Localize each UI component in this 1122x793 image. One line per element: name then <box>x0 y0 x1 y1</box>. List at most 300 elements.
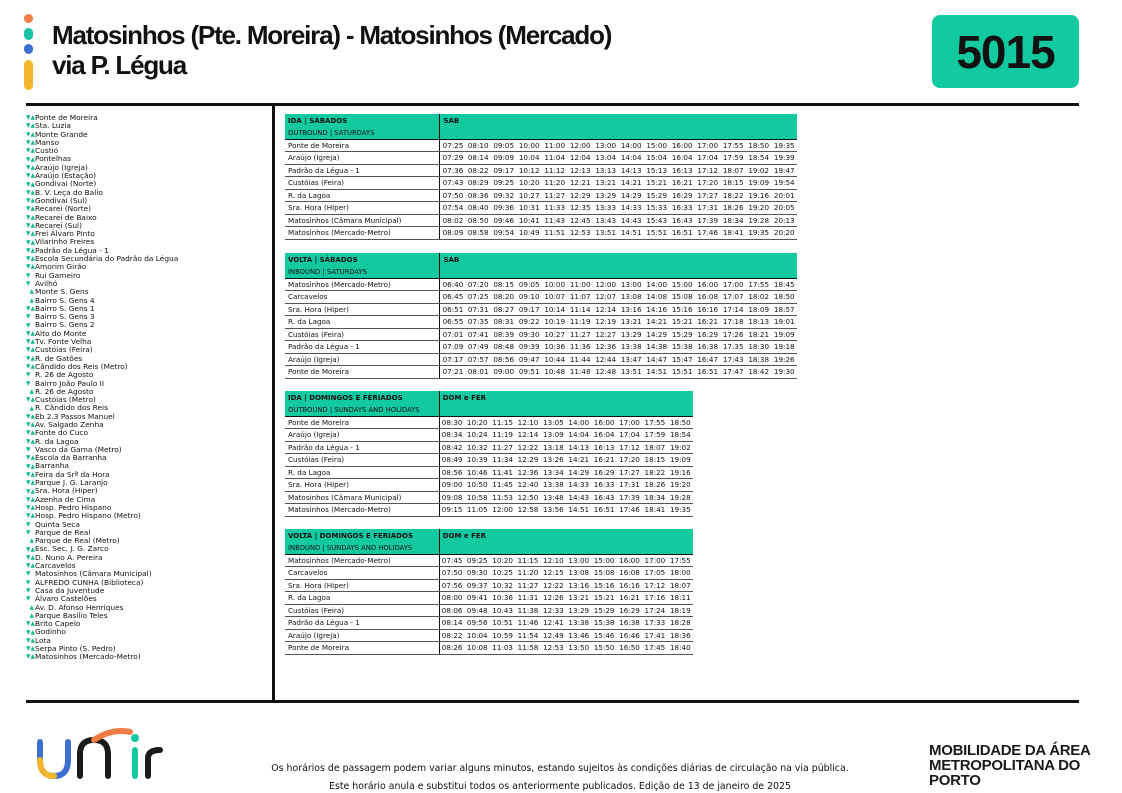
departure-time: 08:15 <box>491 278 517 291</box>
departure-time: 11:15 <box>490 416 515 429</box>
table-row <box>285 303 797 316</box>
departure-time: 10:46 <box>465 466 490 479</box>
departure-time: 14:21 <box>618 177 644 190</box>
departure-time: 19:18 <box>771 341 797 354</box>
departure-time: 18:38 <box>746 353 772 366</box>
row-stop-name: Sra. Hora (Hiper) <box>285 479 439 492</box>
departure-time: 18:45 <box>771 278 797 291</box>
stop-name: Hosp. Pedro Hispano (Metro) <box>35 511 141 521</box>
stop-name: Custóias (Metro) <box>35 395 96 405</box>
direction-arrows-icon: ▲ <box>29 612 34 619</box>
day-type-label: SAB <box>440 253 797 266</box>
stop-name: Parque Basílio Teles <box>35 610 108 620</box>
departure-time: 14:47 <box>644 353 670 366</box>
departure-time: 10:44 <box>542 353 568 366</box>
departure-time: 18:09 <box>746 303 772 316</box>
departure-time: 08:30 <box>439 416 464 429</box>
departure-time: 09:17 <box>516 303 542 316</box>
row-stop-name: Custóias (Feira) <box>285 604 439 617</box>
row-stop-name: Carcavelos <box>285 291 440 304</box>
row-stop-name: Custóias (Feira) <box>285 328 440 341</box>
departure-time: 13:38 <box>566 617 591 630</box>
timetable-subheader <box>285 404 693 416</box>
table-row <box>285 567 693 580</box>
departure-time: 08:50 <box>465 214 491 227</box>
departure-time: 07:49 <box>465 341 491 354</box>
departure-time: 15:38 <box>591 617 616 630</box>
departure-time: 07:41 <box>465 328 491 341</box>
row-stop-name: Custóias (Feira) <box>285 454 439 467</box>
departure-time: 13:47 <box>618 353 644 366</box>
stop-name: Hosp. Pedro Hispano <box>35 502 112 512</box>
amp-logo-line1: MOBILIDADE DA ÁREA <box>929 742 1091 759</box>
departure-time: 15:46 <box>591 629 616 642</box>
departure-time: 10:39 <box>465 454 490 467</box>
table-row <box>285 429 693 442</box>
departure-time: 12:49 <box>541 629 566 642</box>
departure-time: 16:29 <box>591 466 616 479</box>
timetable-title: IDA | DOMINGOS E FERIADOS <box>285 391 439 404</box>
table-row <box>285 454 693 467</box>
departure-time: 14:38 <box>644 341 670 354</box>
table-row <box>285 491 693 504</box>
departure-time: 16:16 <box>617 579 642 592</box>
departure-time: 16:29 <box>695 328 721 341</box>
direction-arrows-icon: ▲ <box>29 405 34 412</box>
departure-time: 17:45 <box>642 642 667 655</box>
departure-time: 16:33 <box>669 202 695 215</box>
departure-time: 16:46 <box>617 629 642 642</box>
departure-time: 17:47 <box>720 366 746 379</box>
departure-time: 17:26 <box>720 328 746 341</box>
table-row <box>285 554 693 567</box>
departure-time: 18:15 <box>642 454 667 467</box>
departure-time: 15:04 <box>644 152 670 165</box>
table-row <box>285 642 693 655</box>
direction-arrows-icon: ▼▲ <box>26 422 35 429</box>
departure-time: 14:04 <box>618 152 644 165</box>
table-row <box>285 152 797 165</box>
departure-time: 19:35 <box>746 227 772 240</box>
departure-time: 10:32 <box>465 441 490 454</box>
departure-time: 09:56 <box>465 617 490 630</box>
stop-name: Recarei de Baixo <box>35 212 97 222</box>
table-row <box>285 504 693 517</box>
stop-name: Cândido dos Reis (Metro) <box>35 361 128 371</box>
departure-time: 17:55 <box>668 554 693 567</box>
departure-time: 15:21 <box>644 177 670 190</box>
stop-name: Matosinhos (Câmara Municipal) <box>35 569 152 579</box>
timetable-subheader <box>285 266 797 278</box>
departure-time: 10:12 <box>516 164 542 177</box>
departure-time: 17:55 <box>746 278 772 291</box>
direction-arrows-icon: ▼▲ <box>26 430 35 437</box>
direction-arrows-icon: ▲ <box>29 289 34 296</box>
table-row <box>285 441 693 454</box>
departure-time: 18:50 <box>771 291 797 304</box>
departure-time: 18:15 <box>720 177 746 190</box>
departure-time: 18:41 <box>642 504 667 517</box>
row-stop-name: Padrão da Légua - 1 <box>285 164 440 177</box>
departure-time: 19:16 <box>668 466 693 479</box>
departure-time: 09:09 <box>491 152 517 165</box>
departure-time: 16:51 <box>695 366 721 379</box>
departure-time: 11:31 <box>515 592 540 605</box>
departure-time: 13:00 <box>618 278 644 291</box>
departure-time: 16:16 <box>695 303 721 316</box>
stop-name: Parque J. G. Laranjo <box>35 478 108 488</box>
departure-time: 14:04 <box>566 429 591 442</box>
departure-time: 11:58 <box>515 642 540 655</box>
departure-time: 16:43 <box>591 491 616 504</box>
stop-name: Matosinhos (Mercado-Metro) <box>35 652 141 662</box>
departure-time: 18:34 <box>642 491 667 504</box>
departure-time: 12:15 <box>541 567 566 580</box>
departure-time: 08:10 <box>465 139 491 152</box>
departure-time: 12:04 <box>567 152 593 165</box>
departure-time: 13:26 <box>541 454 566 467</box>
timetable-title: VOLTA | DOMINGOS E FERIADOS <box>285 529 439 542</box>
departure-time: 10:20 <box>465 416 490 429</box>
direction-arrows-icon: ▼ <box>26 579 31 586</box>
departure-time: 12:29 <box>567 189 593 202</box>
direction-arrows-icon: ▼ <box>26 272 31 279</box>
stop-name: Bairro S. Gens 3 <box>35 312 95 322</box>
row-stop-name: Ponte de Moreira <box>285 139 440 152</box>
direction-arrows-icon: ▼▲ <box>26 115 35 122</box>
direction-arrows-icon: ▼▲ <box>26 554 35 561</box>
departure-time: 10:25 <box>490 567 515 580</box>
departure-time: 13:21 <box>566 592 591 605</box>
departure-time: 20:13 <box>771 214 797 227</box>
departure-time: 12:27 <box>593 328 619 341</box>
departure-time: 11:33 <box>542 202 568 215</box>
stop-name: Av. Salgado Zenha <box>35 419 104 429</box>
timetable-subtitle: OUTBOUND | SATURDAYS <box>285 127 440 139</box>
direction-arrows-icon: ▼▲ <box>26 264 35 271</box>
departure-time: 18:26 <box>720 202 746 215</box>
departure-time: 13:33 <box>593 202 619 215</box>
departure-time: 16:04 <box>669 152 695 165</box>
departure-time: 12:41 <box>541 617 566 630</box>
stop-name: Vilarinho Freires <box>35 237 95 247</box>
direction-arrows-icon: ▼▲ <box>26 546 35 553</box>
table-row <box>285 466 693 479</box>
unir-logo <box>36 726 168 782</box>
day-type-label: DOM e FER <box>439 529 693 542</box>
departure-time: 18:07 <box>720 164 746 177</box>
departure-time: 18:13 <box>746 316 772 329</box>
departure-time: 09:39 <box>516 341 542 354</box>
departure-time: 11:20 <box>515 567 540 580</box>
departure-time: 19:20 <box>746 202 772 215</box>
departure-time: 15:16 <box>591 579 616 592</box>
departure-time: 12:22 <box>541 579 566 592</box>
direction-arrows-icon: ▼▲ <box>26 505 35 512</box>
departure-time: 16:00 <box>669 139 695 152</box>
departure-time: 09:08 <box>439 491 464 504</box>
departure-time: 09:37 <box>465 579 490 592</box>
departure-time: 11:46 <box>515 617 540 630</box>
departure-time: 09:05 <box>491 139 517 152</box>
amp-porto-logo <box>929 743 1122 788</box>
departure-time: 15:50 <box>591 642 616 655</box>
departure-time: 11:38 <box>515 604 540 617</box>
departure-time: 09:47 <box>516 353 542 366</box>
departure-time: 10:14 <box>542 303 568 316</box>
departure-time: 14:51 <box>618 227 644 240</box>
departure-time: 07:01 <box>440 328 466 341</box>
departure-time: 08:56 <box>491 353 517 366</box>
departure-time: 09:48 <box>465 604 490 617</box>
departure-time: 17:24 <box>642 604 667 617</box>
stop-name: Serpa Pinto (S. Pedro) <box>35 644 116 653</box>
departure-time: 12:21 <box>567 177 593 190</box>
stop-name: Custóias (Feira) <box>35 345 93 355</box>
departure-time: 09:25 <box>465 554 490 567</box>
departure-time: 19:47 <box>771 164 797 177</box>
direction-arrows-icon: ▼▲ <box>26 123 35 130</box>
direction-arrows-icon: ▼▲ <box>26 654 35 661</box>
departure-time: 11:19 <box>567 316 593 329</box>
departure-time: 12:14 <box>593 303 619 316</box>
departure-time: 16:51 <box>591 504 616 517</box>
departure-time: 13:38 <box>618 341 644 354</box>
departure-time: 10:36 <box>490 592 515 605</box>
departure-time: 18:22 <box>642 466 667 479</box>
departure-time: 08:22 <box>439 629 464 642</box>
stop-name: Escola da Barranha <box>35 453 107 463</box>
departure-time: 14:13 <box>618 164 644 177</box>
departure-time: 17:59 <box>720 152 746 165</box>
direction-arrows-icon: ▼ <box>26 571 31 578</box>
departure-time: 07:56 <box>439 579 464 592</box>
departure-time: 07:17 <box>440 353 466 366</box>
departure-time: 16:47 <box>695 353 721 366</box>
departure-time: 15:29 <box>591 604 616 617</box>
row-stop-name: Matosinhos (Mercado-Metro) <box>285 278 440 291</box>
stop-name: Álvaro Castelões <box>35 594 97 604</box>
departure-time: 11:05 <box>465 504 490 517</box>
departure-time: 17:20 <box>617 454 642 467</box>
departure-time: 14:29 <box>644 328 670 341</box>
departure-time: 12:53 <box>541 642 566 655</box>
row-stop-name: Araújo (Igreja) <box>285 629 439 642</box>
departure-time: 10:59 <box>490 629 515 642</box>
departure-time: 07:36 <box>440 164 466 177</box>
departure-time: 18:34 <box>720 214 746 227</box>
departure-time: 12:36 <box>593 341 619 354</box>
departure-time: 10:07 <box>542 291 568 304</box>
stop-name: Quinta Seca <box>35 519 80 529</box>
departure-time: 08:48 <box>491 341 517 354</box>
departure-time: 13:21 <box>593 177 619 190</box>
stop-name: Barranha <box>35 461 69 471</box>
table-row <box>285 227 797 240</box>
departure-time: 08:22 <box>465 164 491 177</box>
timetable-header <box>285 253 797 266</box>
departure-time: 10:04 <box>465 629 490 642</box>
departure-time: 07:25 <box>440 139 466 152</box>
departure-time: 19:01 <box>771 316 797 329</box>
departure-time: 17:31 <box>695 202 721 215</box>
row-stop-name: Ponte de Moreira <box>285 366 440 379</box>
departure-time: 17:27 <box>617 466 642 479</box>
stop-name: Bairro João Paulo II <box>35 378 105 388</box>
departure-time: 18:21 <box>746 328 772 341</box>
direction-arrows-icon: ▼▲ <box>26 397 35 404</box>
departure-time: 11:00 <box>542 139 568 152</box>
row-stop-name: R. da Lagoa <box>285 592 439 605</box>
row-stop-name: Carcavelos <box>285 567 439 580</box>
departure-time: 15:21 <box>591 592 616 605</box>
departure-time: 09:32 <box>491 189 517 202</box>
stop-name: Carcavelos <box>35 561 76 571</box>
departure-time: 14:43 <box>618 214 644 227</box>
departure-time: 16:21 <box>669 177 695 190</box>
departure-time: 15:13 <box>644 164 670 177</box>
column-divider <box>272 105 275 701</box>
stop-name: R. 26 de Agosto <box>35 386 94 396</box>
departure-time: 18:41 <box>720 227 746 240</box>
stop-name: B. V. Leça do Balio <box>35 187 103 197</box>
departure-time: 11:20 <box>542 177 568 190</box>
departure-time: 08:00 <box>439 592 464 605</box>
table-row <box>285 278 797 291</box>
direction-arrows-icon: ▼ <box>26 596 31 603</box>
timetable-subtitle: INBOUND | SUNDAYS AND HOLIDAYS <box>285 542 439 554</box>
departure-time: 11:12 <box>542 164 568 177</box>
table-row <box>285 366 797 379</box>
departure-time: 09:51 <box>516 366 542 379</box>
departure-time: 09:36 <box>491 202 517 215</box>
departure-time: 15:16 <box>669 303 695 316</box>
departure-time: 08:58 <box>465 227 491 240</box>
departure-time: 09:15 <box>439 504 464 517</box>
direction-arrows-icon: ▼▲ <box>26 480 35 487</box>
departure-time: 18:00 <box>668 567 693 580</box>
departure-time: 15:29 <box>669 328 695 341</box>
departure-time: 08:29 <box>465 177 491 190</box>
departure-time: 10:31 <box>516 202 542 215</box>
departure-time: 14:33 <box>566 479 591 492</box>
departure-time: 13:38 <box>541 479 566 492</box>
departure-time: 13:09 <box>541 429 566 442</box>
direction-arrows-icon: ▼ <box>26 529 31 536</box>
timetable-subheader-fill <box>440 266 797 278</box>
row-stop-name: Araújo (Igreja) <box>285 152 440 165</box>
departure-time: 11:00 <box>567 278 593 291</box>
direction-arrows-icon: ▼▲ <box>26 513 35 520</box>
table-row <box>285 479 693 492</box>
departure-time: 12:00 <box>593 278 619 291</box>
departure-time: 18:26 <box>642 479 667 492</box>
table-row <box>285 328 797 341</box>
row-stop-name: Sra. Hora (Hiper) <box>285 303 440 316</box>
departure-time: 10:27 <box>516 189 542 202</box>
departure-time: 08:14 <box>465 152 491 165</box>
departure-time: 20:01 <box>771 189 797 202</box>
departure-time: 19:02 <box>746 164 772 177</box>
departure-time: 07:50 <box>439 567 464 580</box>
direction-arrows-icon: ▼ <box>26 372 31 379</box>
departure-time: 16:21 <box>617 592 642 605</box>
direction-arrows-icon: ▼▲ <box>26 471 35 478</box>
departure-time: 13:13 <box>593 164 619 177</box>
direction-arrows-icon: ▼▲ <box>26 256 35 263</box>
departure-time: 16:13 <box>591 441 616 454</box>
row-stop-name: Custóias (Feira) <box>285 177 440 190</box>
departure-time: 18:50 <box>746 139 772 152</box>
direction-arrows-icon: ▼▲ <box>26 140 35 147</box>
departure-time: 09:17 <box>491 164 517 177</box>
departure-time: 17:00 <box>617 416 642 429</box>
departure-time: 10:08 <box>465 642 490 655</box>
departure-time: 20:05 <box>771 202 797 215</box>
table-row <box>285 202 797 215</box>
departure-time: 07:43 <box>440 177 466 190</box>
stop-name: Gondivai (Norte) <box>35 179 97 189</box>
stop-name: Sta. Luzia <box>35 121 71 131</box>
departure-time: 13:21 <box>618 316 644 329</box>
direction-arrows-icon: ▼▲ <box>26 621 35 628</box>
direction-arrows-icon: ▼ <box>26 314 31 321</box>
departure-time: 16:04 <box>591 429 616 442</box>
departure-time: 17:14 <box>720 303 746 316</box>
departure-time: 10:20 <box>516 177 542 190</box>
departure-time: 20:20 <box>771 227 797 240</box>
departure-time: 17:16 <box>642 592 667 605</box>
direction-arrows-icon: ▲ <box>29 604 34 611</box>
direction-arrows-icon: ▲ <box>29 297 34 304</box>
departure-time: 15:29 <box>644 189 670 202</box>
stop-name: Eb 2.3 Passos Manuel <box>35 411 115 421</box>
departure-time: 15:00 <box>644 139 670 152</box>
stop-item <box>26 272 270 280</box>
direction-arrows-icon: ▼▲ <box>26 206 35 213</box>
departure-time: 12:19 <box>593 316 619 329</box>
departure-time: 10:27 <box>542 328 568 341</box>
departure-time: 10:41 <box>516 214 542 227</box>
route-number-badge: 5015 <box>932 15 1079 88</box>
departure-time: 19:35 <box>771 139 797 152</box>
stop-name: Ponte de Moreira <box>35 113 98 122</box>
table-row <box>285 189 797 202</box>
departure-time: 08:27 <box>491 303 517 316</box>
stop-name: Padrão da Légua - 1 <box>35 245 109 255</box>
departure-time: 07:21 <box>440 366 466 379</box>
timetable-title: VOLTA | SÁBADOS <box>285 253 440 266</box>
direction-arrows-icon: ▼▲ <box>26 198 35 205</box>
stop-name: Araújo (Igreja) <box>35 162 88 172</box>
departure-time: 12:45 <box>567 214 593 227</box>
departure-time: 18:22 <box>720 189 746 202</box>
stop-name: Esc. Sec. J. G. Zarco <box>35 544 109 554</box>
departure-time: 07:54 <box>440 202 466 215</box>
departure-time: 13:16 <box>618 303 644 316</box>
departure-time: 12:10 <box>515 416 540 429</box>
row-stop-name: Matosinhos (Mercado-Metro) <box>285 504 439 517</box>
direction-arrows-icon: ▼ <box>26 380 31 387</box>
day-type-label: SAB <box>440 114 797 127</box>
departure-time: 16:08 <box>617 567 642 580</box>
table-row <box>285 592 693 605</box>
direction-arrows-icon: ▼▲ <box>26 413 35 420</box>
timetable-header <box>285 114 797 127</box>
direction-arrows-icon: ▼ <box>26 588 31 595</box>
table-row <box>285 139 797 152</box>
departure-time: 18:57 <box>771 303 797 316</box>
